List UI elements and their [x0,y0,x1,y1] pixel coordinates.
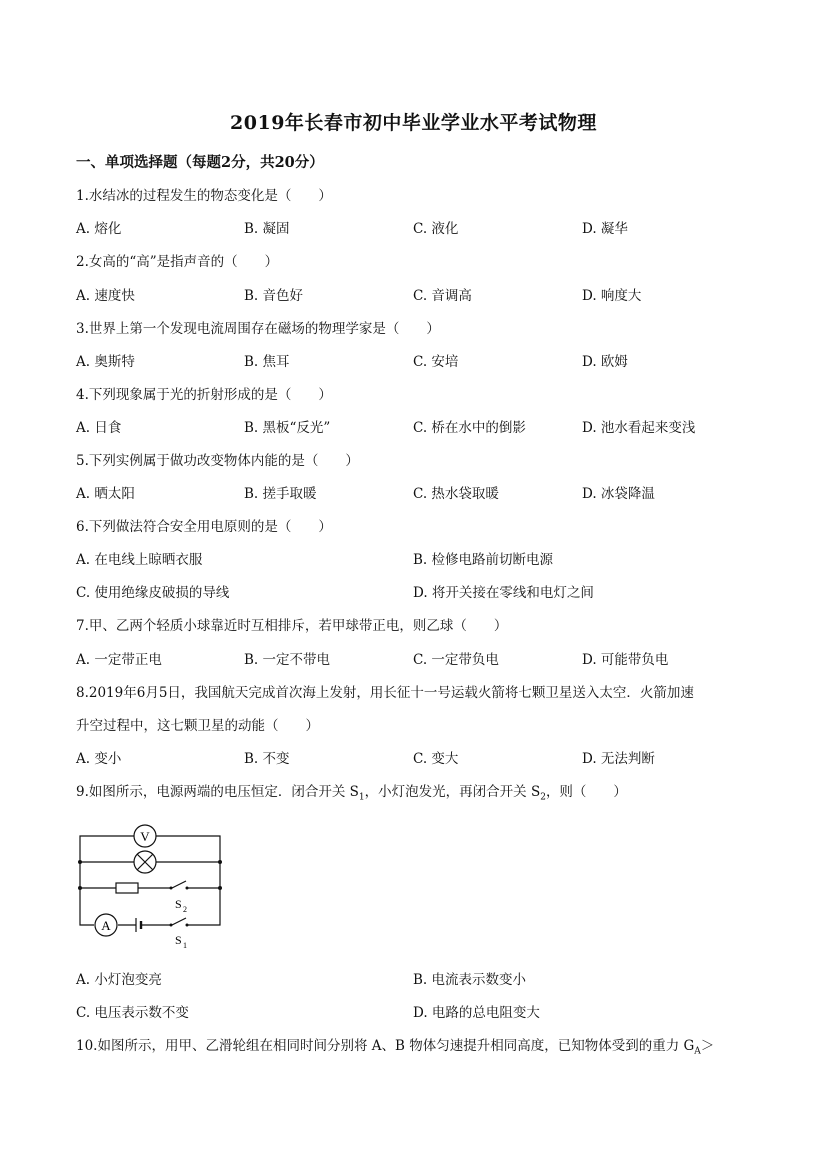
question-stem: 2.女高的“高”是指声音的（ ） [76,254,279,270]
question-stem: 1.水结冰的过程发生的物态变化是（ ） [76,188,332,204]
option-a: A. 奥斯特 [76,354,135,370]
ammeter-label: A [101,918,111,933]
option-a: A. 晒太阳 [76,486,135,502]
option-c: C. 音调高 [413,288,472,304]
stem-part: 10.如图所示，用甲、乙滑轮组在相同时间分别将 A、B 物体匀速提升相同高度，已知物体受到的重力 G [76,1038,695,1054]
question-stem: 7.甲、乙两个轻质小球靠近时互相排斥，若甲球带正电，则乙球（ ） [76,618,508,634]
switch-s1-subscript: 1 [183,941,187,948]
circuit-diagram [70,818,230,948]
option-a: A. 速度快 [76,288,135,304]
stem-part: ＞ [700,1038,715,1054]
option-d: D. 可能带负电 [582,652,669,668]
question-stem-continued: 升空过程中，这七颗卫星的动能（ ） [76,718,319,734]
option-c: C. 使用绝缘皮破损的导线 [76,585,230,601]
option-c: C. 热水袋取暖 [413,486,499,502]
question-stem: 5.下列实例属于做功改变物体内能的是（ ） [76,453,359,469]
voltmeter-label: V [140,829,150,844]
option-c: C. 桥在水中的倒影 [413,420,526,436]
option-b: B. 凝固 [244,221,290,237]
question-stem: 6.下列做法符合安全用电原则的是（ ） [76,519,332,535]
switch-s2-subscript: 2 [183,905,187,914]
option-b: B. 检修电路前切断电源 [413,552,554,568]
subscript: 2 [540,792,546,803]
option-a: A. 一定带正电 [76,652,162,668]
option-b: B. 一定不带电 [244,652,331,668]
option-d: D. 响度大 [582,288,642,304]
option-c: C. 一定带负电 [413,652,499,668]
option-d: D. 池水看起来变浅 [582,420,696,436]
option-d: D. 将开关接在零线和电灯之间 [413,585,594,601]
option-d: D. 凝华 [582,221,628,237]
option-a: A. 变小 [76,751,122,767]
option-c: C. 电压表示数不变 [76,1005,189,1021]
question-stem: 3.世界上第一个发现电流周围存在磁场的物理学家是（ ） [76,321,440,337]
lamp-symbol [134,851,156,873]
option-b: B. 电流表示数变小 [413,972,527,988]
option-a: A. 在电线上晾晒衣服 [76,552,203,568]
question-stem: 8.2019年6月5日，我国航天完成首次海上发射，用长征十一号运载火箭将七颗卫星送入太空．火箭加速 [76,685,694,701]
subscript: A [694,1046,701,1057]
option-b: B. 不变 [244,751,290,767]
subscript: 1 [358,792,365,803]
option-c: C. 液化 [413,221,459,237]
question-stem [76,1034,714,1057]
question-stem: 4.下列现象属于光的折射形成的是（ ） [76,387,332,403]
option-a: A. 小灯泡变亮 [76,972,162,988]
option-b: B. 黑板“反光” [244,420,331,436]
page-title: 2019年长春市初中毕业学业水平考试物理 [230,112,597,134]
switch-s2-label: S [175,897,182,911]
stem-part: 9.如图所示，电源两端的电压恒定．闭合开关 S [76,784,359,800]
option-c: C. 变大 [413,751,459,767]
question-stem [76,780,627,803]
switch-s1-label: S [175,933,182,947]
option-d: D. 无法判断 [582,751,655,767]
option-a: A. 日食 [76,420,122,436]
option-d: D. 电路的总电阻变大 [413,1005,540,1021]
option-b: B. 音色好 [244,288,304,304]
option-d: D. 欧姆 [582,354,628,370]
section-heading: 一、单项选择题（每题2分，共20分） [76,154,324,171]
option-c: C. 安培 [413,354,459,370]
option-b: B. 焦耳 [244,354,290,370]
stem-part: ，则（ ） [545,784,627,800]
stem-part: ，小灯泡发光，再闭合开关 S [364,784,541,800]
option-b: B. 搓手取暖 [244,486,317,502]
option-d: D. 冰袋降温 [582,486,655,502]
option-a: A. 熔化 [76,221,122,237]
